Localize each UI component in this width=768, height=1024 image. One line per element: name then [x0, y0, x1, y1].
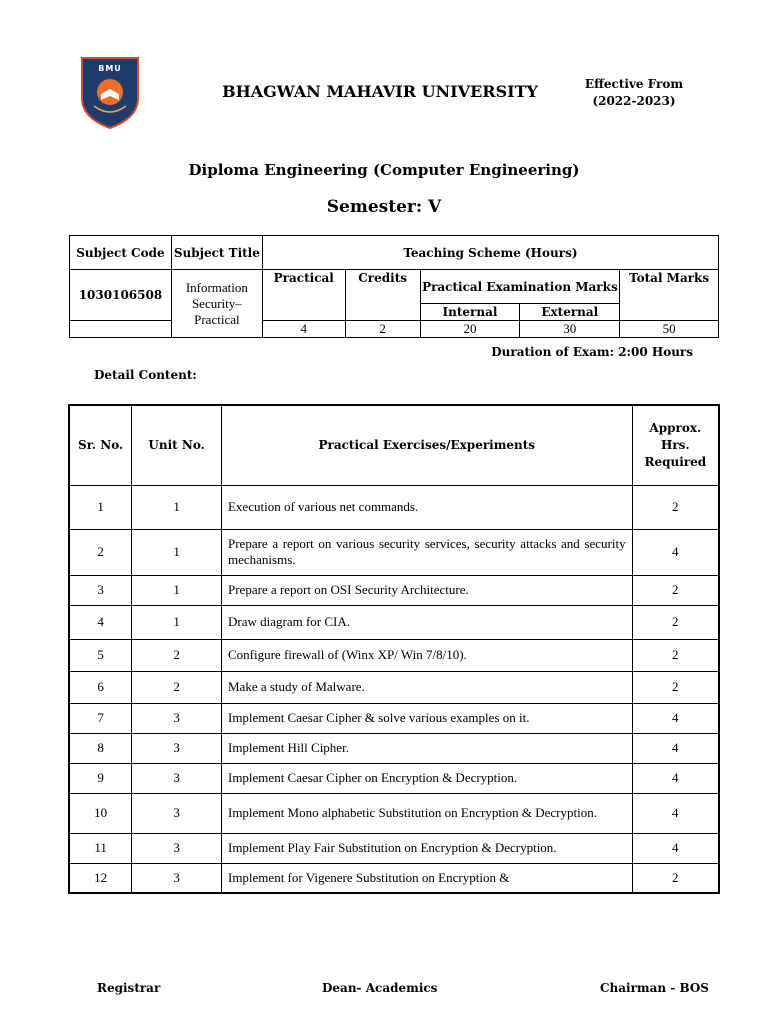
- header-sr-no: Sr. No.: [69, 405, 132, 485]
- hours-cell: 2: [632, 639, 719, 671]
- exercise-cell: Implement Caesar Cipher on Encryption & Decryption.: [221, 763, 632, 793]
- unit-no-cell: 3: [132, 703, 222, 733]
- unit-no-cell: 1: [132, 485, 222, 529]
- effective-from: [572, 76, 696, 110]
- hours-cell: 4: [632, 733, 719, 763]
- sr-no-cell: 5: [69, 639, 132, 671]
- table-row: [69, 733, 719, 763]
- unit-no-cell: 2: [132, 639, 222, 671]
- exercise-cell: Execution of various net commands.: [221, 485, 632, 529]
- sr-no-cell: 1: [69, 485, 132, 529]
- exercise-cell: Implement Hill Cipher.: [221, 733, 632, 763]
- unit-no-cell: 3: [132, 793, 222, 833]
- exercise-cell: Implement for Vigenere Substitution on Encryption &: [221, 863, 632, 893]
- hours-cell: 4: [632, 763, 719, 793]
- exercise-cell: Implement Play Fair Substitution on Encryption & Decryption.: [221, 833, 632, 863]
- table-row: [69, 605, 719, 639]
- sr-no-cell: 3: [69, 575, 132, 605]
- table-row: [69, 863, 719, 893]
- effective-year: (2022-2023): [592, 94, 676, 108]
- hours-cell: 2: [632, 605, 719, 639]
- subject-title: Information Security– Practical: [171, 270, 262, 338]
- unit-no-cell: 3: [132, 733, 222, 763]
- university-name: BHAGWAN MAHAVIR UNIVERSITY: [222, 82, 538, 101]
- unit-no-cell: 2: [132, 671, 222, 703]
- unit-no-cell: 1: [132, 575, 222, 605]
- teaching-scheme-table: [69, 235, 719, 338]
- signature-dean: Dean- Academics: [322, 981, 438, 995]
- exercise-cell: Draw diagram for CIA.: [221, 605, 632, 639]
- program-title: Diploma Engineering (Computer Engineering): [188, 161, 580, 179]
- sr-no-cell: 12: [69, 863, 132, 893]
- hours-cell: 2: [632, 671, 719, 703]
- unit-no-cell: 1: [132, 529, 222, 575]
- university-logo: [80, 56, 140, 130]
- unit-no-cell: 1: [132, 605, 222, 639]
- hours-cell: 4: [632, 703, 719, 733]
- header-subject-title: Subject Title: [171, 236, 262, 270]
- table-row: [69, 639, 719, 671]
- table-row: [69, 833, 719, 863]
- sr-no-cell: 7: [69, 703, 132, 733]
- credits-value: 2: [345, 321, 420, 338]
- table-row: [69, 575, 719, 605]
- header-external: External: [520, 304, 620, 321]
- semester-title: Semester: V: [326, 197, 442, 217]
- header-exercise: Practical Exercises/Experiments: [221, 405, 632, 485]
- sr-no-cell: 9: [69, 763, 132, 793]
- exam-duration: Duration of Exam: 2:00 Hours: [491, 345, 693, 359]
- sr-no-cell: 10: [69, 793, 132, 833]
- header-credits: Credits: [345, 270, 420, 321]
- table-row: [69, 671, 719, 703]
- sr-no-cell: 8: [69, 733, 132, 763]
- sr-no-cell: 11: [69, 833, 132, 863]
- sr-no-cell: 4: [69, 605, 132, 639]
- header-hours: Approx. Hrs. Required: [632, 405, 719, 485]
- hours-cell: 2: [632, 863, 719, 893]
- practical-exercises-table: [68, 404, 720, 894]
- header-subject-code: Subject Code: [70, 236, 172, 270]
- unit-no-cell: 3: [132, 833, 222, 863]
- header-teaching-scheme: Teaching Scheme (Hours): [262, 236, 718, 270]
- sr-no-cell: 6: [69, 671, 132, 703]
- exercise-cell: Make a study of Malware.: [221, 671, 632, 703]
- effective-label: Effective From: [584, 77, 684, 91]
- logo-text: BMU: [98, 64, 122, 73]
- exercise-cell: Prepare a report on OSI Security Architecture.: [221, 575, 632, 605]
- header-unit-no: Unit No.: [132, 405, 222, 485]
- hours-cell: 2: [632, 485, 719, 529]
- table-row: [69, 485, 719, 529]
- table-row: [69, 703, 719, 733]
- total-marks: 50: [620, 321, 719, 338]
- exercise-cell: Prepare a report on various security services, security attacks and security mechanisms.: [221, 529, 632, 575]
- header-exam-marks: Practical Examination Marks: [420, 270, 620, 304]
- external-marks: 30: [520, 321, 620, 338]
- signature-chairman: Chairman - BOS: [600, 981, 709, 995]
- exercise-cell: Implement Caesar Cipher & solve various examples on it.: [221, 703, 632, 733]
- internal-marks: 20: [420, 321, 520, 338]
- hours-cell: 4: [632, 793, 719, 833]
- table-row: [69, 529, 719, 575]
- exercise-cell: Configure firewall of (Winx XP/ Win 7/8/10).: [221, 639, 632, 671]
- hours-cell: 4: [632, 833, 719, 863]
- practical-hours: 4: [262, 321, 345, 338]
- header-practical: Practical: [262, 270, 345, 321]
- table-row: [69, 763, 719, 793]
- hours-cell: 2: [632, 575, 719, 605]
- subject-code: 1030106508: [70, 270, 172, 321]
- header-internal: Internal: [420, 304, 520, 321]
- sr-no-cell: 2: [69, 529, 132, 575]
- table-row: [69, 793, 719, 833]
- unit-no-cell: 3: [132, 763, 222, 793]
- hours-cell: 4: [632, 529, 719, 575]
- exercise-cell: Implement Mono alphabetic Substitution on Encryption & Decryption.: [221, 793, 632, 833]
- unit-no-cell: 3: [132, 863, 222, 893]
- header-total-marks: Total Marks: [620, 270, 719, 321]
- detail-content-label: Detail Content:: [94, 368, 197, 382]
- signature-registrar: Registrar: [97, 981, 161, 995]
